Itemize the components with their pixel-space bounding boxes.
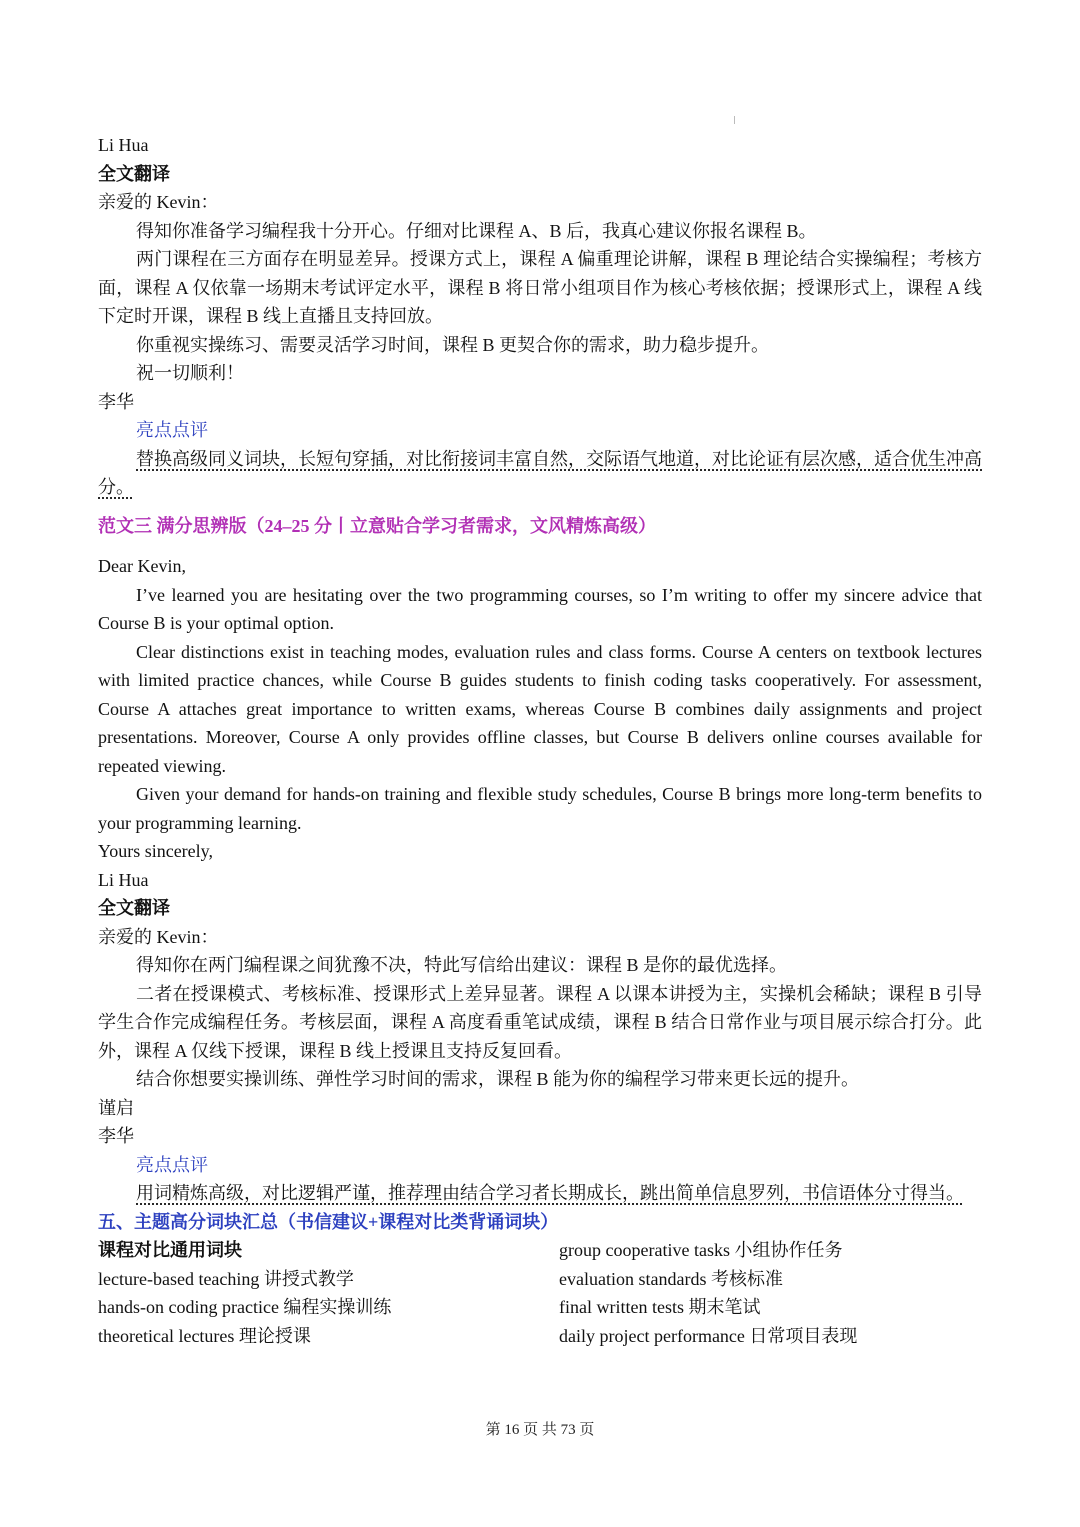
greeting-en: Dear Kevin, [98,556,186,576]
closing-en: Yours sincerely, [98,841,213,861]
paragraph-cn: 结合你想要实操训练、弹性学习时间的需求，课程 B 能为你的编程学习带来更长远的提升。 [136,1069,860,1089]
translation-title: 全文翻译 [98,898,170,918]
translation-title: 全文翻译 [98,163,170,184]
paragraph-en: I’ve learned you are hesitating over the two programming courses, so I’m writing to offer my sincere advice that Course B is your optimal option. [98,584,982,633]
signature-cn: 李华 [98,391,134,412]
sample-heading: 范文三 满分思辨版（24–25 分丨立意贴合学习者需求，文风精炼高级） [98,515,656,536]
greeting-cn: 亲爱的 Kevin： [98,926,219,947]
paragraph-en: Given your demand for hands-on training and flexible study schedules, Course B brings more long-term benefits to your programming learning. [98,784,982,833]
signature-cn: 李华 [98,1126,134,1146]
vocab-item: evaluation standards 考核标准 [559,1268,783,1289]
page-content [98,131,982,1350]
vocab-subheading: 课程对比通用词块 [98,1240,242,1260]
vocab-item: group cooperative tasks 小组协作任务 [559,1240,843,1260]
vocab-item: hands-on coding practice 编程实操训练 [98,1297,392,1317]
paragraph-cn: 得知你在两门编程课之间犹豫不决，特此写信给出建议：课程 B 是你的最优选择。 [136,955,788,975]
page-number: 第 16 页 共 73 页 [485,1422,595,1438]
vocab-item: final written tests 期末笔试 [559,1297,761,1317]
vocab-item: daily project performance 日常项目表现 [559,1325,858,1346]
paragraph-en: Clear distinctions exist in teaching modes, evaluation rules and class forms. Course A centers on textbook lectures with limited practice chances, while Course B guides students to finish coding tasks cooperatively. For assessment, Course A attaches great importance to written exams, whereas Course B combines daily assignments and project presentations. Moreover, Course A only provides offline classes, but Course B delivers online courses available for repeated viewing. [98,641,982,776]
greeting-cn: 亲爱的 Kevin： [98,192,219,212]
comment-text: 用词精炼高级，对比逻辑严谨，推荐理由结合学习者长期成长，跳出简单信息罗列，书信语体分寸得当。 [136,1183,964,1203]
paragraph-cn: 得知你准备学习编程我十分开心。仔细对比课程 A、B 后，我真心建议你报名课程 B。 [136,220,817,241]
paragraph-cn: 祝一切顺利！ [136,363,244,383]
vocab-table [98,1236,982,1350]
vocab-heading: 五、主题高分词块汇总（书信建议+课程对比类背诵词块） [98,1211,559,1232]
scan-mark [734,116,735,124]
comment-text: 替换高级同义词块，长短句穿插，对比衔接词丰富自然，交际语气地道，对比论证有层次感，适合优生冲高分。 [98,448,982,497]
paragraph-cn: 你重视实操练习、需要灵活学习时间，课程 B 更契合你的需求，助力稳步提升。 [136,334,770,355]
closing-cn: 谨启 [98,1097,134,1118]
paragraph-cn: 两门课程在三方面存在明显差异。授课方式上，课程 A 偏重理论讲解，课程 B 理论结合实操编程；考核方面，课程 A 仅依靠一场期末考试评定水平，课程 B 将日常小组项目作为核心考核依据；授课形式上，课程 A 线下定时开课，课程 B 线上直播且支持回放。 [98,249,982,326]
vocab-item: lecture-based teaching 讲授式教学 [98,1268,354,1289]
vocab-item: theoretical lectures 理论授课 [98,1325,311,1346]
comment-title: 亮点点评 [136,420,208,440]
comment-title: 亮点点评 [136,1154,208,1175]
signature-en: Li Hua [98,869,149,890]
signature-en: Li Hua [98,135,149,155]
paragraph-cn: 二者在授课模式、考核标准、授课形式上差异显著。课程 A 以课本讲授为主，实操机会稀缺；课程 B 引导学生合作完成编程任务。考核层面，课程 A 高度看重笔试成绩，课程 B 结合日常作业与项目展示综合打分。此外，课程 A 仅线下授课，课程 B 线上授课且支持反复回看。 [98,983,982,1061]
